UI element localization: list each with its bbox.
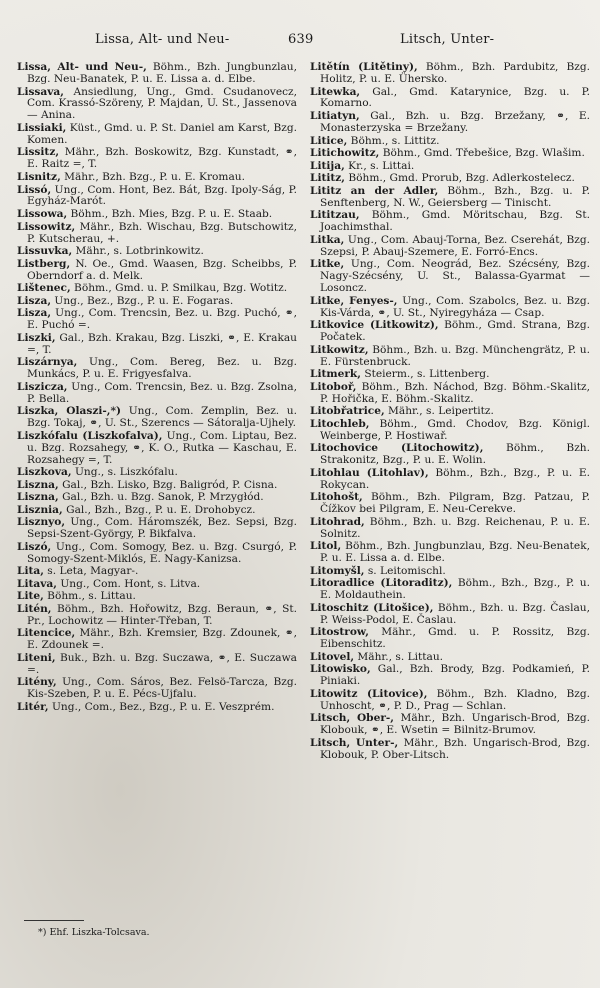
entry-headword: Litobřatrice, <box>310 405 385 418</box>
entry-description: Ung., Com. Bereg, Bez. u. Bzg. Munkács, P. u. E. Frigyesfalva. <box>27 356 297 381</box>
gazetteer-entry <box>17 62 297 86</box>
entry-description: Böhm., Bzh. u. Bzg. Časlau, P. Weiss-Podol, E. Časlau. <box>320 601 591 626</box>
entry-description: s. Leta, Magyar-. <box>47 565 139 578</box>
entry-headword: Liszna, <box>17 491 59 504</box>
gazetteer-entry <box>17 480 297 492</box>
gazetteer-entry <box>17 604 297 628</box>
entry-description: Ung., Com. Somogy, Bez. u. Bzg. Csurgó, P. Somogy-Szent-Miklós, E. Nagy-Kanizsa. <box>27 540 297 565</box>
entry-headword: Lissowa, <box>17 208 68 220</box>
entry-description: Mähr., Bzh. Wischau, Bzg. Butschowitz, P. Kutscherau, +. <box>27 220 297 245</box>
entry-description: Böhm., s. Littau. <box>47 590 136 603</box>
entry-description: Ung., Com. Trencsin, Bez. u. Bzg. Zsolna, P. Bella. <box>27 380 297 405</box>
gazetteer-entry <box>17 209 297 221</box>
footnote-rule <box>24 920 84 921</box>
entry-description: Böhm., Bzh., Bzg., P. u. E. Moldauthein. <box>320 577 590 602</box>
gazetteer-entry <box>310 382 590 406</box>
gazetteer-entry <box>17 677 297 701</box>
entry-description: Gal., Bzh. u. Bzg. Brzežany, ⚭, E. Monasterzyska = Brzežany. <box>320 110 591 134</box>
entry-description: Böhm., s. Littitz. <box>350 134 440 147</box>
entry-description: Gal., Bzh. Lisko, Bzg. Baligród, P. Cisna. <box>62 478 278 491</box>
entry-headword: Liszkófalu (Liszkofalva), <box>17 429 163 442</box>
entry-headword: Lititz an der Adler, <box>310 184 439 197</box>
entry-headword: Litiatyn, <box>310 110 360 122</box>
entry-description: Mähr., s. Lotbrinkowitz. <box>75 245 204 258</box>
entry-headword: Lissiaki, <box>17 121 67 134</box>
gazetteer-entry <box>17 653 297 677</box>
entry-description: Mähr., s. Leipertitz. <box>388 405 494 418</box>
gazetteer-entry <box>310 517 590 541</box>
entry-description: Böhm., Bzh., Bzg., P. u. E. Rokycan. <box>320 466 590 491</box>
gazetteer-entry <box>17 333 297 357</box>
left-column <box>17 62 297 715</box>
entry-headword: Litkovice (Litkowitz), <box>310 319 439 332</box>
gazetteer-entry <box>310 173 590 185</box>
entry-headword: Litice, <box>310 134 348 147</box>
gazetteer-entry <box>17 246 297 258</box>
gazetteer-entry <box>310 345 590 369</box>
gazetteer-entry <box>17 123 297 147</box>
gazetteer-entry <box>310 566 590 578</box>
gazetteer-entry <box>17 542 297 566</box>
entry-description: Böhm., Gmd. u. P. Smilkau, Bzg. Wotitz. <box>74 282 288 295</box>
gazetteer-entry <box>310 320 590 344</box>
entry-description: Böhm., Bzh. Pardubitz, Bzg. Holitz, P. u. E. Ühersko. <box>320 61 591 85</box>
entry-description: Böhm., Gmd. Prorub, Bzg. Adlerkostelecz. <box>348 172 575 185</box>
entry-description: Mähr., Bzh. Kremsier, Bzg. Zdounek, ⚭, E. Zdounek =. <box>27 627 297 652</box>
gazetteer-entry <box>17 382 297 406</box>
gazetteer-entry <box>310 468 590 492</box>
gazetteer-entry <box>310 62 590 86</box>
entry-headword: Lite, <box>17 590 44 603</box>
entry-headword: Liszka, Olaszi-,*) <box>17 405 122 418</box>
gazetteer-entry <box>17 431 297 467</box>
gazetteer-entry <box>17 172 297 184</box>
gazetteer-entry <box>17 259 297 283</box>
entry-headword: Litowisko, <box>310 663 371 676</box>
entry-headword: Liszárnya, <box>17 356 78 369</box>
gazetteer-entry <box>310 541 590 565</box>
entry-description: Böhm., Bzh. Jungbunzlau, Bzg. Neu-Benatek, P. u. E. Lissa a. d. Elbe. <box>320 540 590 565</box>
entry-description: Buk., Bzh. u. Bzg. Suczawa, ⚭, E. Suczawa =. <box>27 651 297 676</box>
entry-headword: Litowitz (Litovice), <box>310 687 428 700</box>
gazetteer-entry <box>310 419 590 443</box>
gazetteer-entry <box>310 627 590 651</box>
entry-description: Ung., Com. Trencsin, Bez. u. Bzg. Puchó, ⚭, E. Puchó =. <box>27 307 297 332</box>
entry-description: Ung., Com. Neográd, Bez. Szécsény, Bzg. Nagy-Szécsény, U. St., Balassa-Gyarmat — Losoncz. <box>320 258 591 295</box>
entry-description: Gal., Bzh. Krakau, Bzg. Liszki, ⚭, E. Krakau =, T. <box>27 331 297 356</box>
entry-description: Gal., Bzh. u. Bzg. Sanok, P. Mrzygłód. <box>62 491 264 504</box>
entry-headword: Litichowitz, <box>310 147 380 160</box>
entry-description: Ung., s. Liszkófalu. <box>74 466 178 479</box>
entry-headword: Listberg, <box>17 257 71 270</box>
gazetteer-entry <box>310 210 590 234</box>
header-right-keyword: Litsch, Unter- <box>400 32 495 47</box>
header-left-keyword: Lissa, Alt- und Neu- <box>95 32 230 47</box>
gazetteer-entry <box>17 591 297 603</box>
entry-headword: Litencice, <box>17 627 76 640</box>
gazetteer-entry <box>17 357 297 381</box>
entry-headword: Lissitz, <box>17 146 60 159</box>
entry-headword: Litewka, <box>310 85 361 98</box>
gazetteer-entry <box>17 702 297 714</box>
entry-headword: Lissuvka, <box>17 245 73 258</box>
entry-description: Böhm., Bzh. u. Bzg. Reichenau, P. u. E. Solnitz. <box>320 515 590 540</box>
entry-headword: Litsch, Ober-, <box>310 712 394 725</box>
entry-description: Böhm., Bzh. Kladno, Bzg. Unhoscht, ⚭, P. D., Prag — Schlan. <box>320 687 590 712</box>
entry-description: Gal., Gmd. Katarynice, Bzg. u. P. Komarno. <box>320 85 590 110</box>
entry-description: Böhm., Gmd. Strana, Bzg. Počatek. <box>320 319 590 344</box>
entry-description: Ansiedlung, Ung., Gmd. Csudanovecz, Com. Krassó-Szöreny, P. Majdan, U. St., Jassenova — Anina. <box>27 85 298 122</box>
entry-description: Ung., Com. Háromszék, Bez. Sepsi, Bzg. Sepsi-Szent-György, P. Bikfalva. <box>27 516 298 541</box>
gazetteer-entry <box>17 628 297 652</box>
entry-description: Ung., Com. Hont, s. Litva. <box>60 577 201 590</box>
entry-headword: Litke, <box>310 258 345 271</box>
entry-description: Böhm., Bzh. Pilgram, Bzg. Patzau, P. Čížkov bei Pilgram, E. Neu-Cerekve. <box>320 491 590 516</box>
entry-description: Böhm., Bzh. Mies, Bzg. P. u. E. Staab. <box>70 208 273 220</box>
entry-headword: Liteni, <box>17 651 56 664</box>
entry-description: Ung., Com. Liptau, Bez. u. Bzg. Rozsahegy, ⚭, K. O., Rutka — Kaschau, E. Rozsahegy =, T. <box>27 429 297 466</box>
entry-description: Böhm., Bzh., Bzg. u. P. Senftenberg, N. W., Geiersberg — Tinischt. <box>320 184 590 209</box>
entry-description: Böhm., Bzh. Hořowitz, Bzg. Beraun, ⚭, St. Pr., Lochowitz — Hinter-Třeban, T. <box>27 602 297 627</box>
gazetteer-entry <box>310 259 590 295</box>
entry-description: Ung., Com. Abauj-Torna, Bez. Cserehát, Bzg. Szepsi, P. Abauj-Szemere, E. Forró-Encs. <box>320 233 590 258</box>
gazetteer-entry <box>17 87 297 123</box>
entry-headword: Litoradlice (Litoraditz), <box>310 577 453 590</box>
gazetteer-entry <box>17 296 297 308</box>
entry-headword: Lissowitz, <box>17 220 76 233</box>
gazetteer-entry <box>310 235 590 259</box>
entry-headword: Litol, <box>310 540 342 553</box>
entry-description: Böhm., Bzh. Náchod, Bzg. Böhm.-Skalitz, P. Hořička, E. Böhm.-Skalitz. <box>320 380 590 405</box>
entry-description: Böhm., Gmd. Chodov, Bzg. Königl. Weinberge, P. Hostiwař. <box>320 417 590 442</box>
entry-headword: Litke, Fenyes-, <box>310 294 398 307</box>
gazetteer-entry <box>310 406 590 418</box>
entry-headword: Lissava, <box>17 85 64 98</box>
gazetteer-entry <box>310 369 590 381</box>
entry-headword: Liszkova, <box>17 466 72 479</box>
entry-description: Ung., Com., Bez., Bzg., P. u. E. Veszprém. <box>51 700 275 713</box>
entry-description: Kr., s. Littai. <box>348 159 415 172</box>
entry-headword: Lissa, Alt- und Neu-, <box>17 61 147 73</box>
gazetteer-entry <box>17 283 297 295</box>
entry-headword: Litsch, Unter-, <box>310 736 399 749</box>
entry-headword: Litostrow, <box>310 626 369 639</box>
gazetteer-entry <box>310 738 590 762</box>
entry-description: Mähr., Bzh. Ungarisch-Brod, Bzg. Klobouk, ⚭, E. Wsetin = Bilnitz-Brumov. <box>320 712 590 737</box>
page-number: 639 <box>288 32 314 47</box>
entry-headword: Litka, <box>310 233 345 246</box>
entry-description: Gal., Bzh., Bzg., P. u. E. Drohobycz. <box>66 503 256 516</box>
entry-description: Böhm., Bzh. Jungbunzlau, Bzg. Neu-Banatek, P. u. E. Lissa a. d. Elbe. <box>27 61 297 85</box>
entry-description: Böhm., Gmd. Třebešice, Bzg. Wlašim. <box>382 147 585 160</box>
gazetteer-entry <box>310 296 590 320</box>
entry-headword: Lititz, <box>310 172 345 185</box>
gazetteer-entry <box>17 566 297 578</box>
entry-description: s. Leitomischl. <box>367 564 446 577</box>
entry-headword: Liszna, <box>17 478 59 491</box>
entry-headword: Liszicza, <box>17 380 68 393</box>
entry-headword: Litija, <box>310 159 345 172</box>
entry-headword: Liszó, <box>17 540 52 553</box>
entry-headword: Lisznia, <box>17 503 63 516</box>
entry-description: Böhm., Gmd. Möritschau, Bzg. St. Joachimsthal. <box>320 209 590 234</box>
entry-description: Steierm., s. Littenberg. <box>364 368 490 381</box>
entry-description: Böhm., Bzh. u. Bzg. Münchengrätz, P. u. E. Fürstenbruck. <box>320 343 590 368</box>
entry-description: N. Oe., Gmd. Waasen, Bzg. Scheibbs, P. Oberndorf a. d. Melk. <box>27 257 298 282</box>
entry-description: Ung., Com. Zemplin, Bez. u. Bzg. Tokaj, ⚭, U. St., Szerencs — Sátoralja-Ujhely. <box>27 405 297 430</box>
right-column <box>310 62 590 762</box>
entry-headword: Litava, <box>17 577 57 590</box>
gazetteer-entry <box>17 308 297 332</box>
gazetteer-entry <box>17 406 297 430</box>
entry-description: Ung., Bez., Bzg., P. u. E. Fogaras. <box>54 294 234 307</box>
entry-description: Böhm., Bzh. Strakonitz, Bzg., P. u. E. Wolin. <box>320 442 590 467</box>
entry-headword: Lissó, <box>17 183 52 196</box>
entry-headword: Lištenec, <box>17 282 71 295</box>
entry-headword: Lisza, <box>17 307 52 320</box>
entry-headword: Litmerk, <box>310 368 361 381</box>
gazetteer-entry <box>310 111 590 135</box>
entry-headword: Litén, <box>17 602 52 615</box>
entry-headword: Litoboř, <box>310 380 357 393</box>
entry-headword: Lita, <box>17 565 44 578</box>
entry-headword: Litochovice (Litochowitz), <box>310 442 484 455</box>
entry-description: Mähr., Bzh. Ungarisch-Brod, Bzg. Klobouk, P. Ober-Litsch. <box>320 736 590 761</box>
entry-description: Mähr., s. Littau. <box>357 650 444 663</box>
gazetteer-entry <box>310 492 590 516</box>
gazetteer-entry <box>310 87 590 111</box>
gazetteer-entry <box>310 161 590 173</box>
gazetteer-entry <box>17 222 297 246</box>
entry-description: Mähr., Bzh. Bzg., P. u. E. Kromau. <box>64 170 245 183</box>
entry-description: Ung., Com. Szabolcs, Bez. u. Bzg. Kis-Várda, ⚭, U. St., Nyiregyháza — Csap. <box>320 294 590 319</box>
gazetteer-entry <box>310 136 590 148</box>
entry-headword: Lisznyo, <box>17 516 66 529</box>
entry-description: Gal., Bzh. Brody, Bzg. Podkamień, P. Piniaki. <box>320 663 590 688</box>
entry-headword: Liszki, <box>17 331 56 344</box>
gazetteer-entry <box>17 492 297 504</box>
gazetteer-entry <box>310 664 590 688</box>
gazetteer-entry <box>310 652 590 664</box>
gazetteer-entry <box>17 517 297 541</box>
entry-headword: Lisza, <box>17 294 52 307</box>
gazetteer-entry <box>310 443 590 467</box>
entry-description: Ung., Com. Hont, Bez. Bát, Bzg. Ipoly-Ság, P. Egyház-Marót. <box>27 183 297 208</box>
gazetteer-entry <box>310 148 590 160</box>
gazetteer-entry <box>17 579 297 591</box>
gazetteer-entry <box>310 603 590 627</box>
gazetteer-entry <box>310 186 590 210</box>
running-header <box>0 28 600 52</box>
entry-headword: Litochleb, <box>310 417 370 430</box>
entry-headword: Litény, <box>17 676 57 689</box>
gazetteer-entry <box>310 578 590 602</box>
entry-headword: Litětín (Litětiny), <box>310 61 418 73</box>
entry-description: Ung., Com. Sáros, Bez. Felsö-Tarcza, Bzg. Kis-Szeben, P. u. E. Pécs-Ujfalu. <box>27 676 297 701</box>
entry-headword: Litohrad, <box>310 515 365 528</box>
entry-description: Mähr., Bzh. Boskowitz, Bzg. Kunstadt, ⚭, E. Raitz =, T. <box>27 146 298 171</box>
footnote: *) Ehf. Liszka-Tolcsava. <box>38 927 150 938</box>
gazetteer-entry <box>310 713 590 737</box>
gazetteer-entry <box>17 185 297 209</box>
entry-headword: Litohošt, <box>310 491 363 504</box>
entry-description: Mähr., Gmd. u. P. Rossitz, Bzg. Eibenschitz. <box>320 626 590 651</box>
entry-headword: Litoschitz (Litošice), <box>310 601 434 614</box>
gazetteer-entry <box>17 505 297 517</box>
entry-headword: Litovel, <box>310 650 355 663</box>
gazetteer-entry <box>17 467 297 479</box>
gazetteer-entry <box>310 689 590 713</box>
entry-headword: Litohlau (Litohlav), <box>310 466 429 479</box>
entry-headword: Litér, <box>17 700 49 713</box>
entry-headword: Litkowitz, <box>310 343 369 356</box>
gazetteer-entry <box>17 147 297 171</box>
entry-headword: Litomyšl, <box>310 564 365 577</box>
entry-headword: Lisnitz, <box>17 170 61 183</box>
entry-headword: Lititzau, <box>310 209 360 222</box>
entry-description: Küst., Gmd. u. P. St. Daniel am Karst, Bzg. Komen. <box>27 121 297 146</box>
